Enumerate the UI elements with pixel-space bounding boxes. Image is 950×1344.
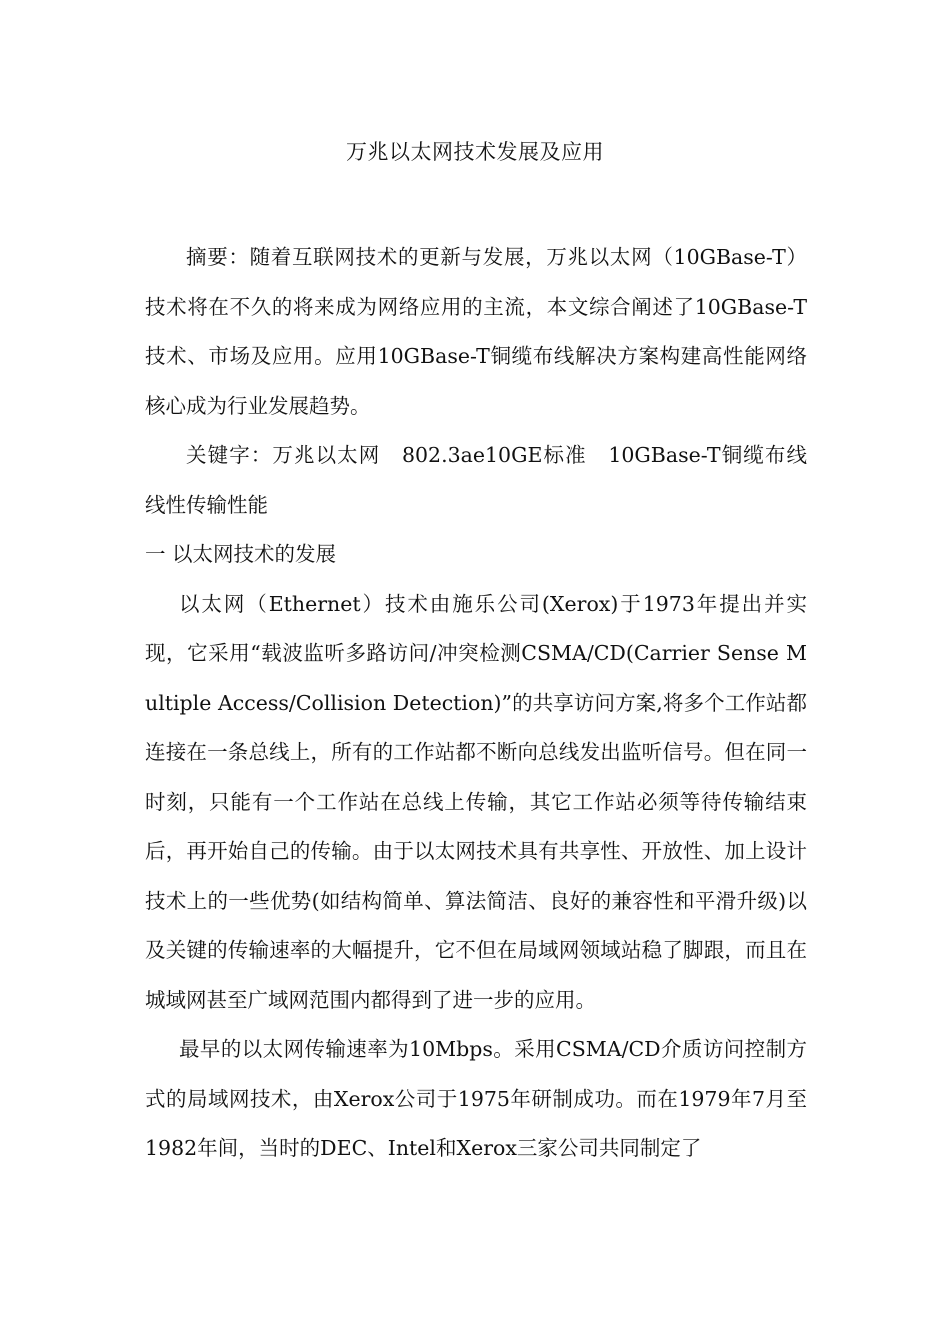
keywords-paragraph: 关键字：万兆以太网 802.3ae10GE标准 10GBase-T铜缆布线线性传输性能	[145, 443, 807, 517]
body-paragraph-1: 以太网（Ethernet）技术由施乐公司(Xerox)于1973年提出并实现，它采用“载波监听多路访问/冲突检测CSMA/CD(Carrier Sense Multiple Access/Collision Detection)”的共享访问方案,将多个工作站都连接在一条总线上，所有的工作站都不断向总线发出监听信号。但在同一时刻，只能有一个工作站在总线上传输，其它工作站必须等待传输结束后，再开始自己的传输。由于以太网技术具有共享性、开放性、加上设计技术上的一些优势(如结构简单、算法简洁、良好的兼容性和平滑升级)以及关键的传输速率的大幅提升，它不但在局域网领域站稳了脚跟，而且在城域网甚至广域网范围内都得到了进一步的应用。	[145, 591, 807, 1012]
abstract-paragraph: 摘要：随着互联网技术的更新与发展，万兆以太网（10GBase-T）技术将在不久的将来成为网络应用的主流，本文综合阐述了10GBase-T技术、市场及应用。应用10GBase-T铜缆布线解决方案构建高性能网络核心成为行业发展趋势。	[145, 245, 807, 418]
body-paragraph-2: 最早的以太网传输速率为10Mbps。采用CSMA/CD介质访问控制方式的局域网技术，由Xerox公司于1975年研制成功。而在1979年7月至1982年间，当时的DEC、Intel和Xerox三家公司共同制定了	[145, 1037, 807, 1160]
document-title: 万兆以太网技术发展及应用	[346, 140, 604, 164]
document-body	[145, 233, 807, 1174]
section-heading: 一 以太网技术的发展	[145, 542, 337, 566]
